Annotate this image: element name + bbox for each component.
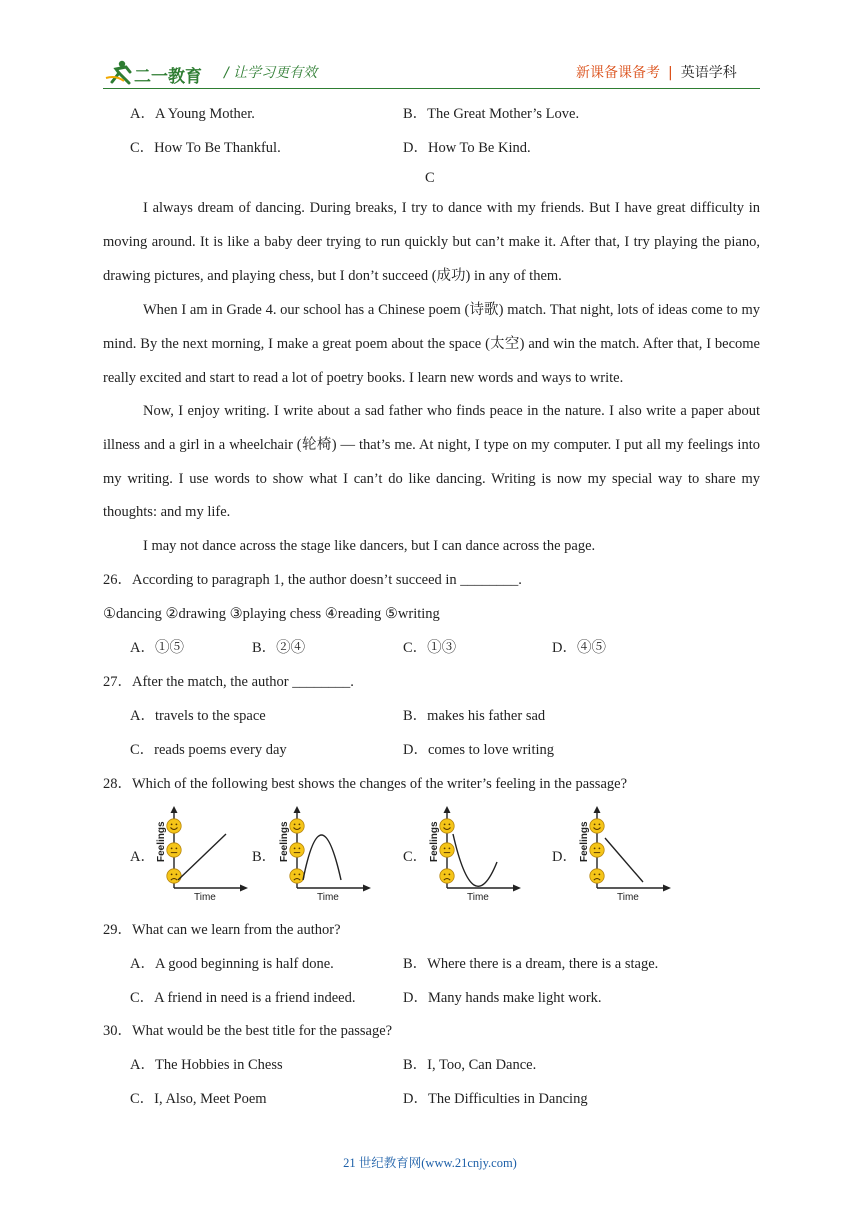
feeling-chart xyxy=(425,804,525,904)
option: D．The Difficulties in Dancing xyxy=(403,1091,588,1107)
y-axis-label: Feelings xyxy=(579,821,590,862)
y-axis-arrow-icon xyxy=(294,806,301,813)
option: D．Many hands make light work. xyxy=(403,990,602,1006)
question-stem: 27．After the match, the author ________. xyxy=(103,674,354,690)
passage-paragraph: Now, I enjoy writing. I write about a sad father who finds peace in the nature. I also write a paper about illness and a girl in a wheelchair (轮椅) — that’s me. At night, I type on my computer. I put all my feelings into my writing. I use words to show what I can’t do like dancing. Writing is now my special way to share my thoughts: and my life. xyxy=(103,403,760,521)
happy-face-icon xyxy=(167,819,181,833)
logo xyxy=(104,58,216,86)
feeling-curve xyxy=(303,835,341,880)
x-axis-label: Time xyxy=(194,892,216,903)
question-choices: ①dancing ②drawing ③playing chess ④reading ⑤writing xyxy=(103,606,440,622)
happy-face-icon xyxy=(590,819,604,833)
x-axis-label: Time xyxy=(317,892,339,903)
feeling-chart xyxy=(575,804,675,904)
option: B．The Great Mother’s Love. xyxy=(403,106,580,122)
question-stem: 28．Which of the following best shows the changes of the writer’s feeling in the passage? xyxy=(103,776,628,792)
header-right xyxy=(576,62,737,82)
neutral-face-icon xyxy=(290,843,304,857)
option: D． xyxy=(552,849,577,865)
option: D．④⑤ xyxy=(552,640,606,656)
option: B．Where there is a dream, there is a stage. xyxy=(403,956,659,972)
neutral-face-icon xyxy=(440,843,454,857)
option: A．①⑤ xyxy=(130,640,184,656)
feeling-chart xyxy=(152,804,252,904)
y-axis-label: Feelings xyxy=(156,821,167,862)
y-axis-arrow-icon xyxy=(594,806,601,813)
question-stem: 30．What would be the best title for the passage? xyxy=(103,1023,393,1039)
feeling-curve xyxy=(178,834,226,880)
option: C．How To Be Thankful. xyxy=(130,140,281,156)
happy-face-icon xyxy=(290,819,304,833)
footer-source: 21 世纪教育网(www.21cnjy.com) xyxy=(343,1156,517,1170)
header-course-label: 新课备课备考 xyxy=(576,65,660,81)
option: A．travels to the space xyxy=(130,708,266,724)
feeling-curve xyxy=(453,834,497,886)
option: B． xyxy=(252,849,277,865)
feeling-graph-d xyxy=(575,804,675,909)
option: D．How To Be Kind. xyxy=(403,140,531,156)
x-axis-arrow-icon xyxy=(513,885,521,892)
option: C．I, Also, Meet Poem xyxy=(130,1091,267,1107)
option: B．makes his father sad xyxy=(403,708,546,724)
neutral-face-icon xyxy=(167,843,181,857)
sad-face-icon xyxy=(290,869,304,883)
option: C．①③ xyxy=(403,640,457,656)
neutral-face-icon xyxy=(590,843,604,857)
option: A．A good beginning is half done. xyxy=(130,956,334,972)
option: C．reads poems every day xyxy=(130,742,287,758)
y-axis-label: Feelings xyxy=(279,821,290,862)
y-axis-label: Feelings xyxy=(429,821,440,862)
option: D．comes to love writing xyxy=(403,742,555,758)
feeling-graph-a xyxy=(152,804,252,909)
feeling-chart xyxy=(275,804,375,904)
option: C．A friend in need is a friend indeed. xyxy=(130,990,356,1006)
feeling-graph-c xyxy=(425,804,525,909)
sad-face-icon xyxy=(440,869,454,883)
passage-paragraph: When I am in Grade 4. our school has a Chinese poem (诗歌) match. That night, lots of ideas come to my mind. By the next morning, I make a great poem about the space (太空) and win the match. After that, I become really excited and start to read a lot of poetry books. I learn new words and ways to write. xyxy=(103,302,760,386)
header-rule xyxy=(103,88,760,89)
option: A．The Hobbies in Chess xyxy=(130,1057,283,1073)
x-axis-arrow-icon xyxy=(663,885,671,892)
feeling-curve xyxy=(605,838,643,882)
x-axis-label: Time xyxy=(617,892,639,903)
header-subject-label: 英语学科 xyxy=(680,65,737,81)
logo-text: 二一教育 xyxy=(134,67,202,87)
option: A． xyxy=(130,849,155,865)
y-axis-arrow-icon xyxy=(444,806,451,813)
passage-paragraph: I always dream of dancing. During breaks, I try to dance with my friends. But I have great difficulty in moving around. It is like a baby deer trying to run quickly but can’t make it. After that, I try playing the piano, drawing pictures, and playing chess, but I don’t succeed (成功) in any of them. xyxy=(103,200,760,284)
happy-face-icon xyxy=(440,819,454,833)
feeling-graph-b xyxy=(275,804,375,909)
question-stem: 26．According to paragraph 1, the author doesn’t succeed in ________. xyxy=(103,572,522,588)
section-label: C xyxy=(425,170,435,186)
x-axis-arrow-icon xyxy=(363,885,371,892)
header-slogan: / 让学习更有效 xyxy=(224,65,318,81)
option: C． xyxy=(403,849,428,865)
sad-face-icon xyxy=(167,869,181,883)
question-stem: 29．What can we learn from the author? xyxy=(103,922,341,938)
header-separator: | xyxy=(668,65,673,81)
x-axis-label: Time xyxy=(467,892,489,903)
x-axis-arrow-icon xyxy=(240,885,248,892)
y-axis-arrow-icon xyxy=(171,806,178,813)
option: B．I, Too, Can Dance. xyxy=(403,1057,537,1073)
option: A．A Young Mother. xyxy=(130,106,255,122)
option: B．②④ xyxy=(252,640,306,656)
passage-paragraph: I may not dance across the stage like dancers, but I can dance across the page. xyxy=(143,538,596,554)
sad-face-icon xyxy=(590,869,604,883)
